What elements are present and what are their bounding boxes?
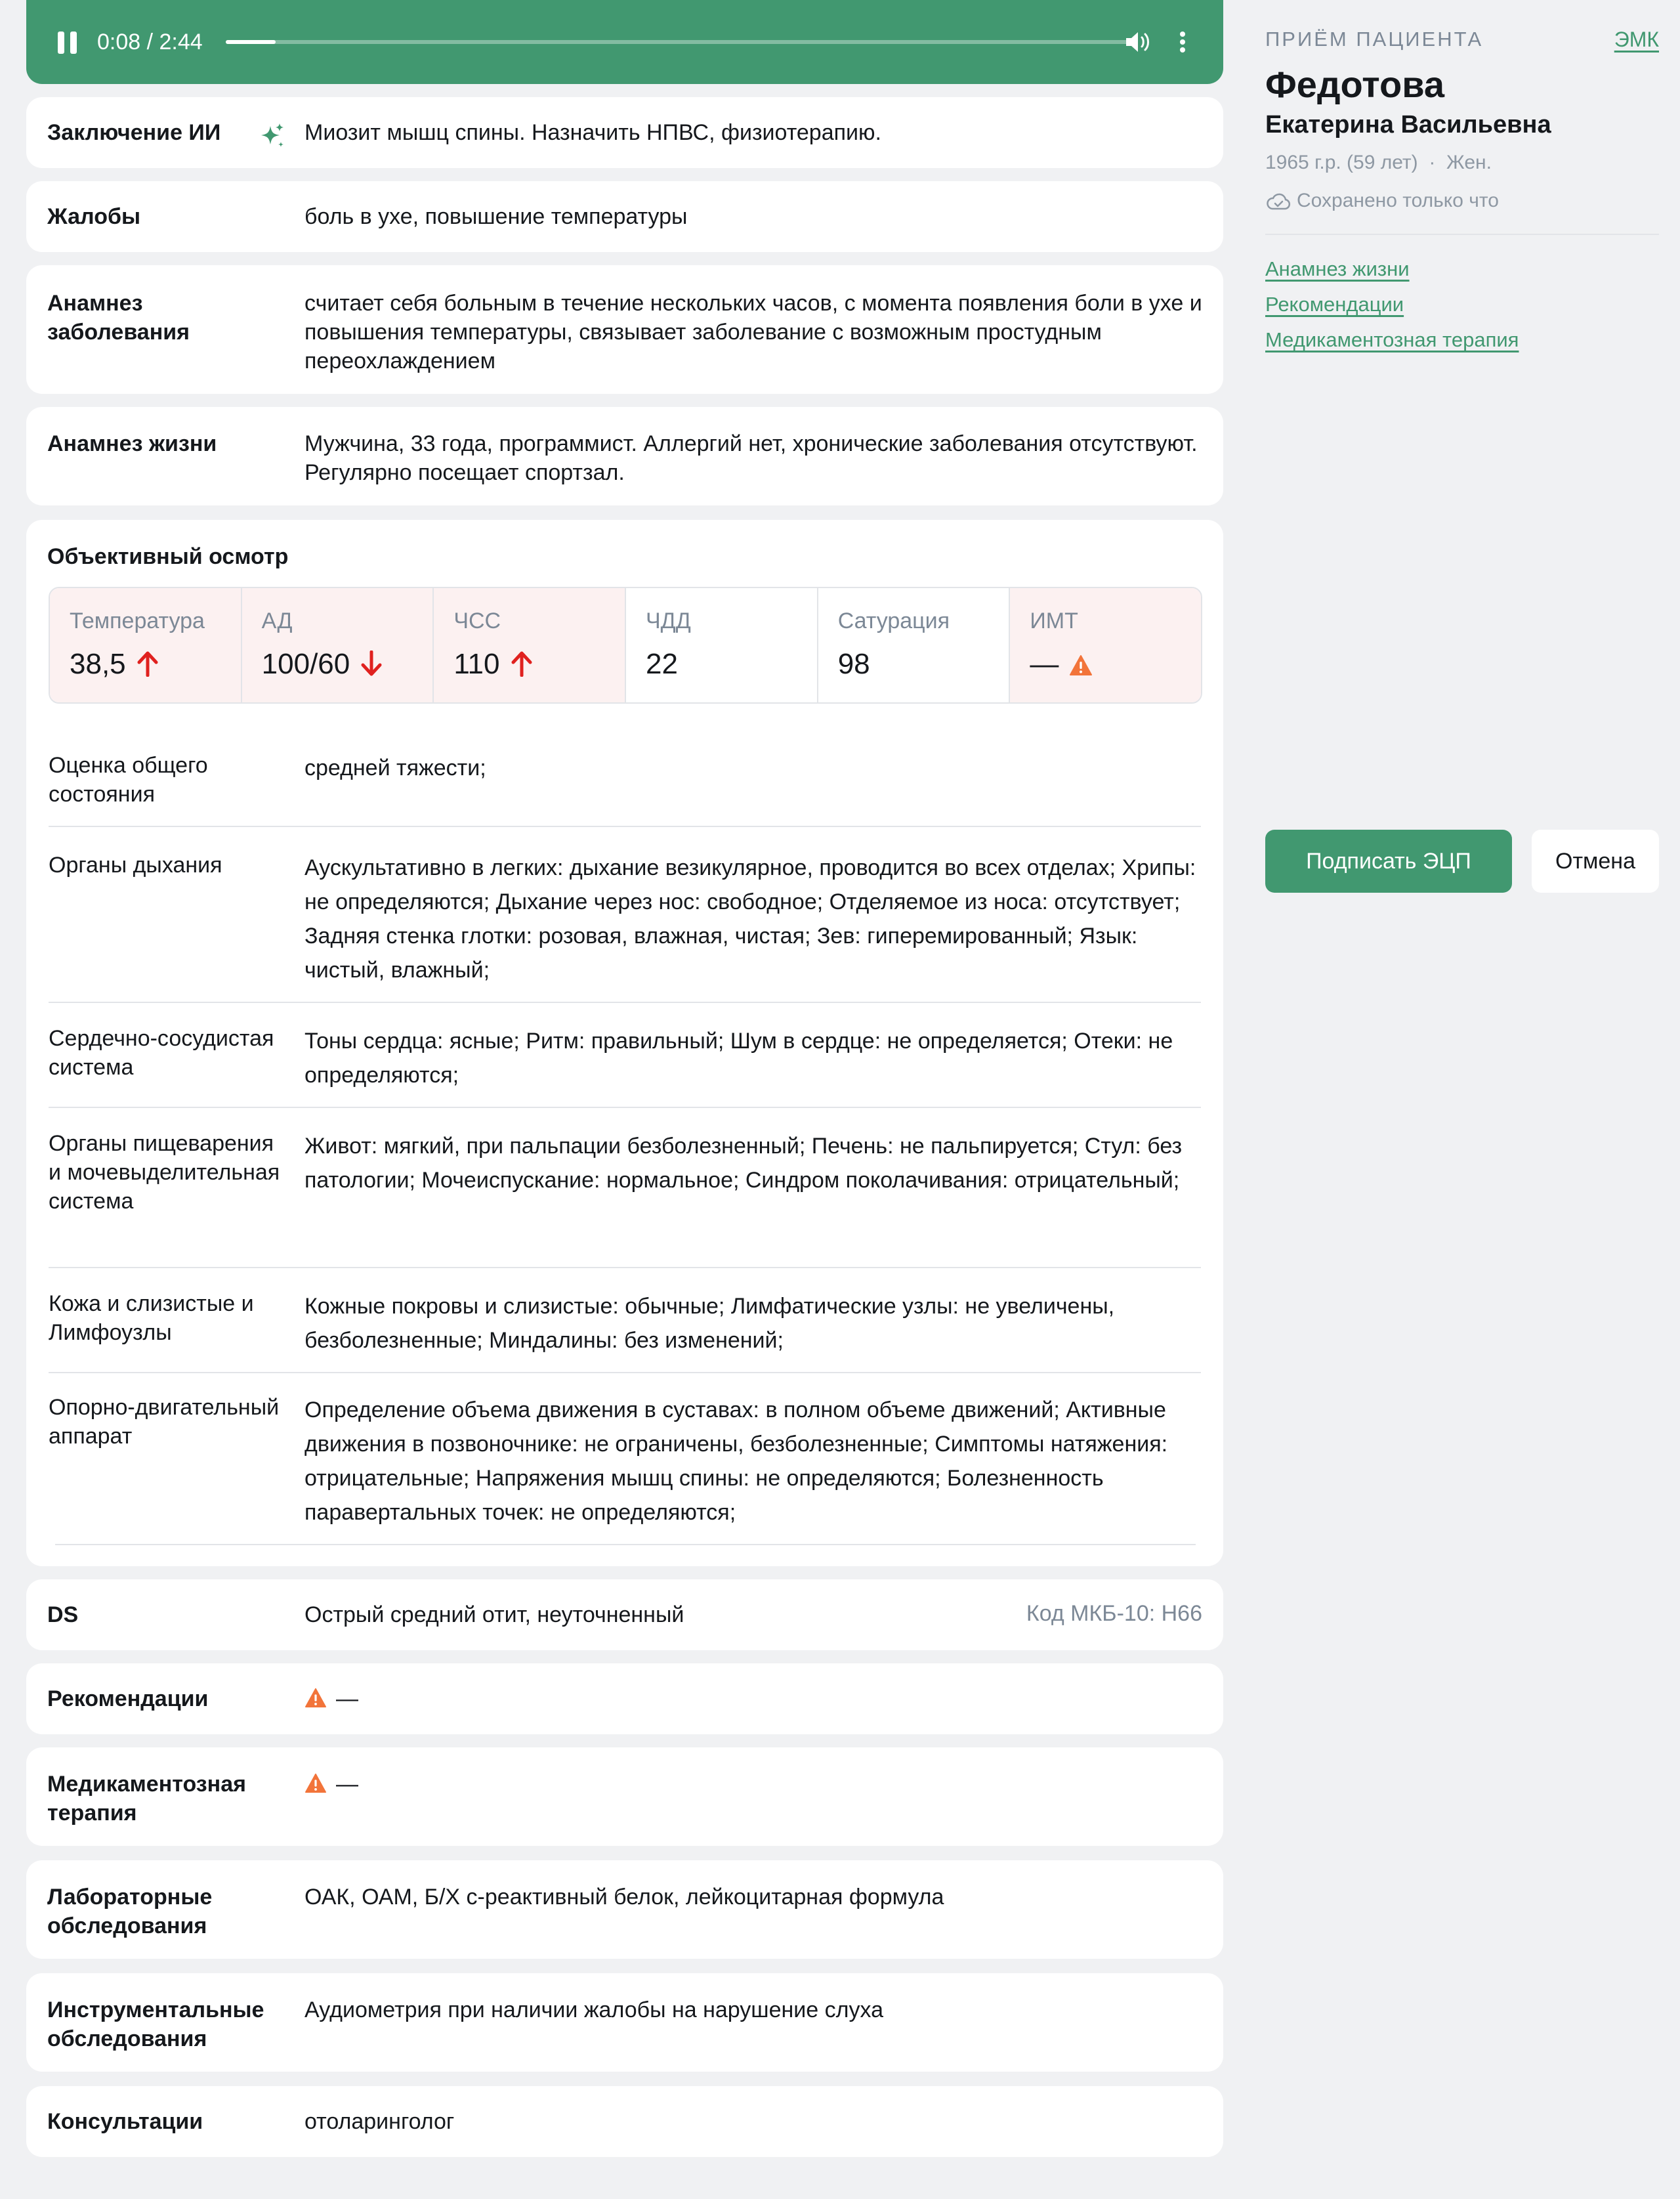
warning-icon bbox=[1069, 654, 1093, 677]
exam-row-digestive[interactable] bbox=[49, 1129, 1201, 1268]
ds-value[interactable]: Острый средний отит, неуточненный bbox=[304, 1602, 684, 1627]
nav-link-medication[interactable]: Медикаментозная терапия bbox=[1265, 328, 1519, 351]
exam-row-respiratory[interactable] bbox=[49, 851, 1201, 1003]
patient-sex: Жен. bbox=[1446, 152, 1492, 173]
exam-row-label: Оценка общего состояния bbox=[49, 753, 208, 807]
vital-value: 38,5 bbox=[70, 648, 126, 680]
nav-link-anamnesis-life[interactable]: Анамнез жизни bbox=[1265, 257, 1410, 280]
audio-player bbox=[26, 0, 1223, 84]
complaints-card bbox=[26, 181, 1223, 252]
exam-row-label: Органы дыхания bbox=[49, 853, 222, 878]
vital-value: 100/60 bbox=[261, 648, 350, 680]
exam-row-label: Сердечно-сосудистая система bbox=[49, 1026, 274, 1080]
icd-code: Код МКБ-10: H66 bbox=[1026, 1601, 1202, 1626]
exam-row-skin[interactable] bbox=[49, 1289, 1201, 1373]
vital-respiratory-rate[interactable] bbox=[626, 588, 818, 702]
vital-value: — bbox=[1030, 648, 1059, 680]
consult-card bbox=[26, 2086, 1223, 2157]
player-progress-fill bbox=[226, 40, 276, 44]
vital-name: Температура bbox=[70, 608, 205, 633]
instrumental-label: Инструментальные обследования bbox=[47, 1997, 264, 2051]
divider bbox=[1265, 234, 1659, 235]
vital-blood-pressure[interactable] bbox=[242, 588, 434, 702]
complaints-value[interactable]: боль в ухе, повышение температуры bbox=[304, 204, 688, 229]
nav-link-recommendations[interactable]: Рекомендации bbox=[1265, 293, 1404, 316]
exam-row-value: Кожные покровы и слизистые: обычные; Лимфатические узлы: не увеличены, безболезненные; Миндалины: без изменений; bbox=[304, 1294, 1115, 1353]
recommendations-label: Рекомендации bbox=[47, 1686, 209, 1711]
patient-name: Екатерина Васильевна bbox=[1265, 111, 1551, 139]
medication-value: — bbox=[336, 1772, 358, 1797]
arrow-down-icon bbox=[360, 651, 383, 677]
sidebar-title: ПРИЁМ ПАЦИЕНТА bbox=[1265, 28, 1484, 51]
emk-link[interactable]: ЭМК bbox=[1614, 28, 1659, 51]
volume-icon[interactable] bbox=[1124, 29, 1152, 55]
recommendations-card bbox=[26, 1663, 1223, 1734]
labs-card bbox=[26, 1860, 1223, 1959]
anamnesis-life-card bbox=[26, 407, 1223, 505]
ai-conclusion-value: Миозит мышц спины. Назначить НПВС, физиотерапию. bbox=[304, 120, 881, 145]
pause-icon[interactable] bbox=[58, 32, 77, 54]
consult-value[interactable]: отоларинголог bbox=[304, 2109, 455, 2134]
warning-icon bbox=[304, 1688, 327, 1709]
exam-row-general[interactable] bbox=[49, 751, 1201, 827]
medication-label: Медикаментозная терапия bbox=[47, 1772, 246, 1825]
recommendations-value: — bbox=[336, 1686, 358, 1711]
vital-name: ЧСС bbox=[453, 608, 501, 633]
vital-temperature[interactable] bbox=[50, 588, 242, 702]
exam-row-value: Определение объема движения в суставах: в полном объеме движений; Активные движения в позвоночнике: не ограничены, безболезненные; Симптомы натяжения: отрицательные; Напряжения мышц спины: не определяются; Болезненность паравертальных точек: не определяются; bbox=[304, 1398, 1168, 1525]
exam-row-value: средней тяжести; bbox=[304, 756, 486, 780]
objective-exam-card bbox=[26, 520, 1223, 1566]
vital-name: АД bbox=[261, 608, 293, 633]
ai-conclusion-card bbox=[26, 97, 1223, 168]
arrow-up-icon bbox=[136, 651, 159, 677]
anamnesis-disease-label: Анамнез заболевания bbox=[47, 291, 190, 345]
cancel-button[interactable]: Отмена bbox=[1532, 830, 1659, 893]
labs-label: Лабораторные обследования bbox=[47, 1885, 213, 1938]
patient-meta bbox=[1265, 148, 1492, 177]
vital-name: ЧДД bbox=[646, 608, 691, 633]
vital-name: ИМТ bbox=[1030, 608, 1078, 633]
exam-row-cardiovascular[interactable] bbox=[49, 1024, 1201, 1108]
complaints-label: Жалобы bbox=[47, 204, 141, 229]
sign-ecp-button[interactable]: Подписать ЭЦП bbox=[1265, 830, 1512, 893]
exam-row-musculoskeletal[interactable] bbox=[49, 1393, 1201, 1544]
vital-bmi[interactable] bbox=[1010, 588, 1201, 702]
medication-value-wrap[interactable] bbox=[304, 1770, 1205, 1799]
medication-card bbox=[26, 1747, 1223, 1846]
anamnesis-life-value[interactable]: Мужчина, 33 года, программист. Аллергий нет, хронические заболевания отсутствуют. Регулярно посещает спортзал. bbox=[304, 431, 1198, 485]
labs-value[interactable]: ОАК, ОАМ, Б/Х с-реактивный белок, лейкоцитарная формула bbox=[304, 1885, 944, 1910]
player-time: 0:08 / 2:44 bbox=[97, 30, 203, 54]
exam-row-label: Кожа и слизистые и Лимфоузлы bbox=[49, 1291, 254, 1345]
objective-exam-title: Объективный осмотр bbox=[47, 544, 289, 569]
player-progress-track[interactable] bbox=[226, 40, 1131, 44]
cloud-check-icon bbox=[1265, 191, 1292, 212]
instrumental-card bbox=[26, 1973, 1223, 2072]
exam-row-value: Живот: мягкий, при пальпации безболезненный; Печень: не пальпируется; Стул: без патологии; Мочеиспускание: нормальное; Синдром поколачивания: отрицательный; bbox=[304, 1134, 1183, 1193]
vital-heart-rate[interactable] bbox=[434, 588, 626, 702]
ds-card bbox=[26, 1579, 1223, 1650]
exam-row-label: Опорно-двигательный аппарат bbox=[49, 1395, 280, 1449]
vital-saturation[interactable] bbox=[818, 588, 1011, 702]
anamnesis-disease-card bbox=[26, 265, 1223, 394]
vital-name: Сатурация bbox=[837, 608, 950, 633]
patient-surname: Федотова bbox=[1265, 64, 1445, 105]
instrumental-value[interactable]: Аудиометрия при наличии жалобы на нарушение слуха bbox=[304, 1997, 883, 2022]
vitals-panel bbox=[49, 587, 1202, 704]
anamnesis-life-label: Анамнез жизни bbox=[47, 431, 217, 456]
warning-icon bbox=[304, 1773, 327, 1794]
consult-label: Консультации bbox=[47, 2109, 203, 2134]
meta-separator: · bbox=[1423, 152, 1441, 173]
anamnesis-disease-value[interactable]: считает себя больным в течение нескольких часов, с момента появления боли в ухе и повышения температуры, связывает заболевание с возможным простудным переохлаждением bbox=[304, 291, 1202, 374]
exam-row-label: Органы пищеварения и мочевыделительная система bbox=[49, 1131, 280, 1214]
divider bbox=[55, 1544, 1196, 1545]
arrow-up-icon bbox=[511, 651, 533, 677]
sparkle-icon bbox=[257, 122, 286, 151]
more-vertical-icon[interactable] bbox=[1176, 29, 1189, 55]
protocol-column bbox=[26, 0, 1223, 2134]
exam-row-value: Тоны сердца: ясные; Ритм: правильный; Шум в сердце: не определяется; Отеки: не определяются; bbox=[304, 1029, 1173, 1088]
vital-value: 110 bbox=[453, 648, 500, 680]
ds-label: DS bbox=[47, 1602, 79, 1627]
ai-conclusion-label: Заключение ИИ bbox=[47, 120, 221, 145]
save-status-text: Сохранено только что bbox=[1297, 190, 1499, 211]
vital-value: 22 bbox=[646, 648, 678, 680]
save-status bbox=[1265, 186, 1499, 215]
patient-birth: 1965 г.р. (59 лет) bbox=[1265, 152, 1418, 173]
recommendations-value-wrap[interactable] bbox=[304, 1684, 1205, 1713]
vital-value: 98 bbox=[837, 648, 870, 680]
exam-row-value: Аускультативно в легких: дыхание везикулярное, проводится во всех отделах; Хрипы: не определяются; Дыхание через нос: свободное; Отделяемое из носа: отсутствует; Задняя стенка глотки: розовая, влажная, чистая; Зев: гиперемированный; Язык: чистый, влажный; bbox=[304, 855, 1196, 983]
